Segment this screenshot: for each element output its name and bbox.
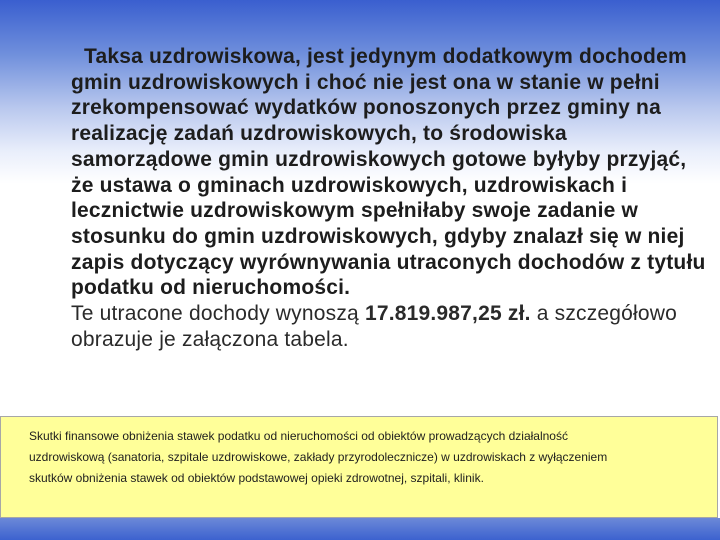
summary-prefix: Te utracone dochody wynoszą [71, 302, 359, 326]
lost-income-amount: 17.819.987,25 zł. [364, 302, 531, 326]
main-text-block [71, 44, 711, 352]
bottom-band [0, 518, 720, 540]
note-box [0, 416, 718, 518]
summary-suffix: a szczegółowo obrazuje je załączona tabela. [71, 302, 678, 351]
main-paragraph: Taksa uzdrowiskowa, jest jedynym dodatkowym dochodem gmin uzdrowiskowych i choć nie jest ona w stanie w pełni zrekompensować wydatków ponoszonych przez gminy na realizację zadań uzdrowiskowych, to środowiska samorządowe gmin uzdrowiskowych gotowe byłyby przyjąć, że ustawa o gminach uzdrowiskowych, uzdrowiskach i lecznictwie uzdrowiskowym spełniłaby swoje zadanie w stosunku do gmin uzdrowiskowych, gdyby znalazł się w niej zapis dotyczący wyrównywania utraconych dochodów z tytułu podatku od nieruchomości. [71, 45, 706, 300]
summary-line [71, 301, 711, 352]
note-text: Skutki finansowe obniżenia stawek podatku od nieruchomości od obiektów prowadzących działalność uzdrowiskową (sanatoria, szpitale uzdrowiskowe, zakłady przyrodolecznicze) w uzdrowiskach z wyłączeniem skutków obniżenia stawek od obiektów podstawowej opieki zdrowotnej, szpitali, klinik. [29, 429, 608, 485]
